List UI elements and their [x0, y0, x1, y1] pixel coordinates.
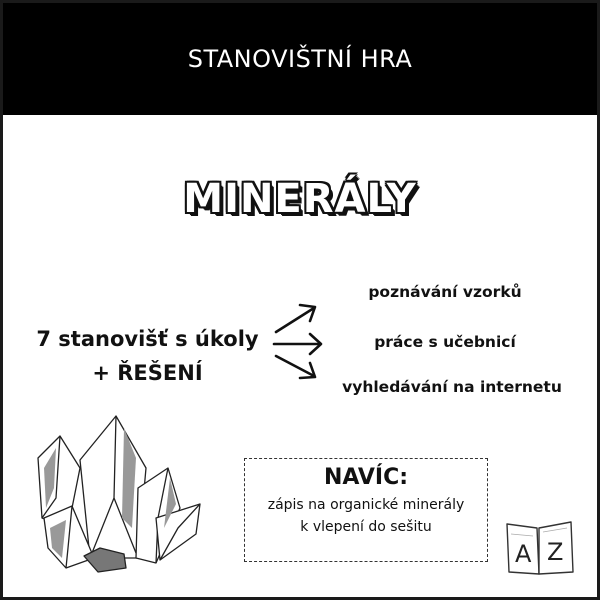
- header-bar: [3, 3, 597, 115]
- header-title: STANOVIŠTNÍ HRA: [187, 45, 413, 73]
- solutions-text: + ŘEŠENÍ: [92, 361, 203, 385]
- az-book-icon: [503, 518, 577, 578]
- branch-arrows-icon: [270, 296, 330, 386]
- task-textbook-work: práce s učebnicí: [374, 333, 516, 351]
- extra-line-2: k vlepení do sešitu: [300, 519, 432, 535]
- az-letter-z: Z: [547, 538, 564, 566]
- task-sample-identification: poznávání vzorků: [368, 283, 522, 301]
- extra-title: NAVÍC:: [323, 465, 409, 490]
- task-internet-search: vyhledávání na internetu: [342, 378, 562, 396]
- extra-info-box: [244, 458, 488, 562]
- stations-summary: [20, 322, 275, 390]
- main-title: MINERÁLY: [183, 176, 417, 222]
- extra-line-1: zápis na organické minerály: [267, 497, 465, 513]
- crystal-cluster-icon: [28, 408, 218, 578]
- az-letter-a: A: [515, 540, 532, 568]
- stations-count-text: 7 stanovišť s úkoly: [36, 327, 259, 351]
